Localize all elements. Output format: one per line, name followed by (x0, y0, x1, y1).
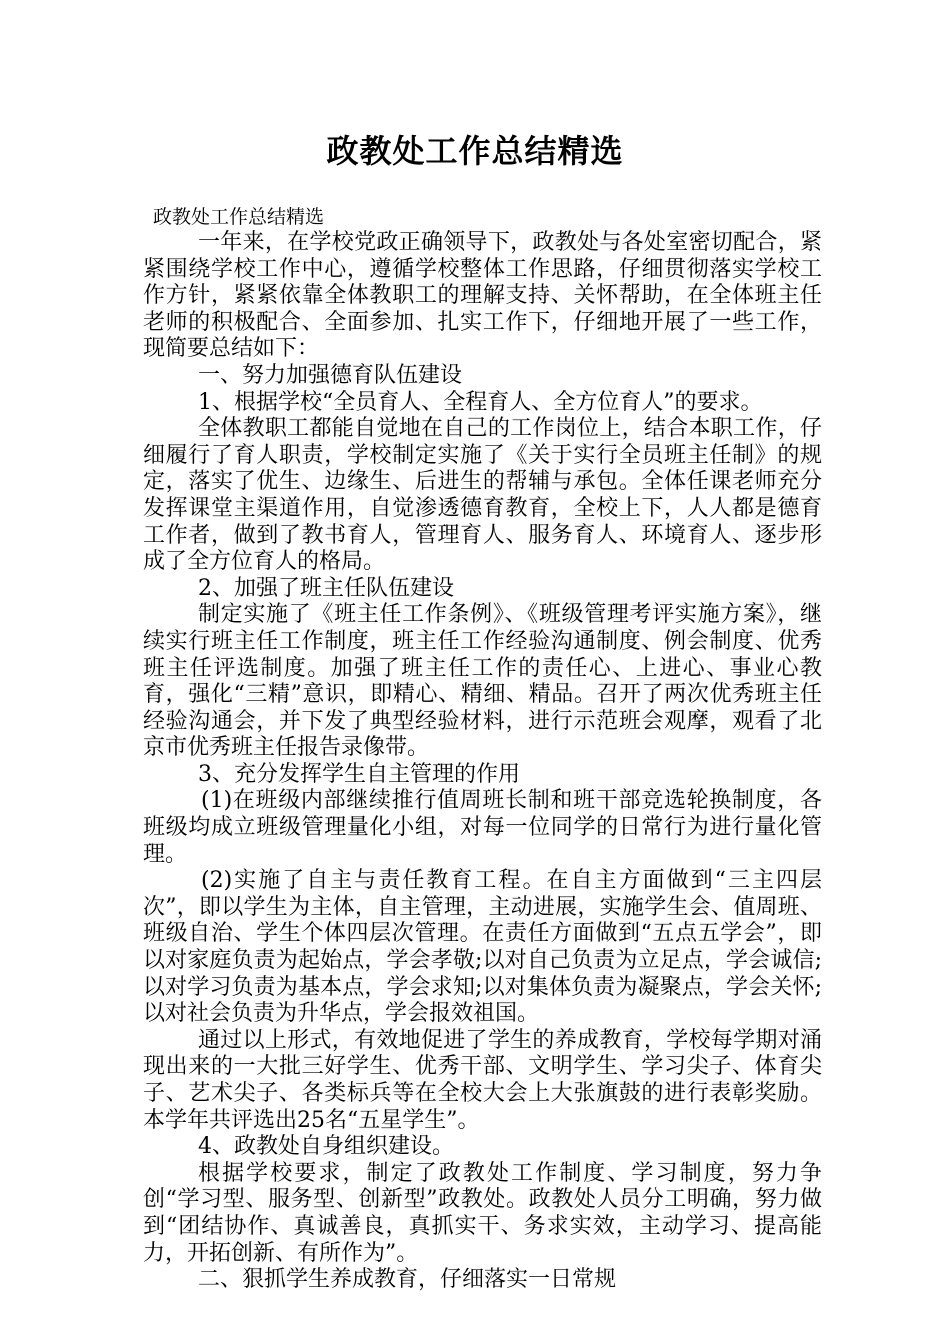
paragraph-staff-duty: 全体教职工都能自觉地在自己的工作岗位上，结合本职工作，仔细履行了育人职责，学校制定实施了《关于实行全员班主任制》的规定，落实了优生、边缘生、后进生的帮辅与承包。全体任课老师充分发挥课堂主渠道作用，自觉渗透德育教育，全校上下，人人都是德育工作者，做到了教书育人，管理育人、服务育人、环境育人、逐步形成了全方位育人的格局。 (143, 416, 822, 575)
paragraph-office-building: 根据学校要求，制定了政教处工作制度、学习制度，努力争创“学习型、服务型、创新型”政教处。政教处人员分工明确，努力做到“团结协作、真诚善良，真抓实干、务求实效，主动学习、提高能力，开拓创新、有所作为”。 (143, 1160, 822, 1266)
section-heading-2: 二、狠抓学生养成教育，仔细落实一日常规 (198, 1267, 617, 1293)
paragraph-awards: 通过以上形式，有效地促进了学生的养成教育，学校每学期对涌现出来的一大批三好学生、优秀干部、文明学生、学习尖子、体育尖子、艺术尖子、各类标兵等在全校大会上大张旗鼓的进行表彰奖励。本学年共评选出25名“五星学生”。 (143, 1027, 822, 1133)
paragraph-class-teacher: 制定实施了《班主任工作条例》、《班级管理考评实施方案》，继续实行班主任工作制度，班主任工作经验沟通制度、例会制度、优秀班主任评选制度。加强了班主任工作的责任心、上进心、事业心教育，强化“三精”意识，即精心、精细、精品。召开了两次优秀班主任经验沟通会，并下发了典型经验材料，进行示范班会观摩，观看了北京市优秀班主任报告录像带。 (143, 602, 822, 761)
document-subtitle: 政教处工作总结精选 (153, 206, 325, 228)
subsection-heading-2: 2、加强了班主任队伍建设 (198, 575, 454, 601)
subsection-heading-3: 3、充分发挥学生自主管理的作用 (198, 761, 520, 787)
paragraph-intro: 一年来，在学校党政正确领导下，政教处与各处室密切配合，紧紧围绕学校工作中心，遵循学校整体工作思路，仔细贯彻落实学校工作方针，紧紧依靠全体教职工的理解支持、关怀帮助，在全体班主任老师的积极配合、全面参加、扎实工作下，仔细地开展了一些工作，现简要总结如下： (143, 230, 822, 362)
paragraph-item-1: (1)在班级内部继续推行值周班长制和班干部竞选轮换制度，各班级均成立班级管理量化小组，对每一位同学的日常行为进行量化管理。 (143, 788, 822, 867)
section-heading-1: 一、努力加强德育队伍建设 (198, 362, 463, 388)
paragraph-item-2: (2)实施了自主与责任教育工程。在自主方面做到“三主四层次”，即以学生为主体，自主管理，主动进展，实施学生会、值周班、班级自治、学生个体四层次管理。在责任方面做到“五点五学会”，即以对家庭负责为起始点，学会孝敬;以对自己负责为立足点，学会诚信;以对学习负责为基本点，学会求知;以对集体负责为凝聚点，学会关怀;以对社会负责为升华点，学会报效祖国。 (143, 868, 822, 1027)
subsection-heading-4: 4、政教处自身组织建设。 (198, 1134, 454, 1160)
document-title: 政教处工作总结精选 (326, 132, 624, 170)
subsection-heading-1: 1、根据学校“全员育人、全程育人、全方位育人”的要求。 (198, 389, 763, 415)
